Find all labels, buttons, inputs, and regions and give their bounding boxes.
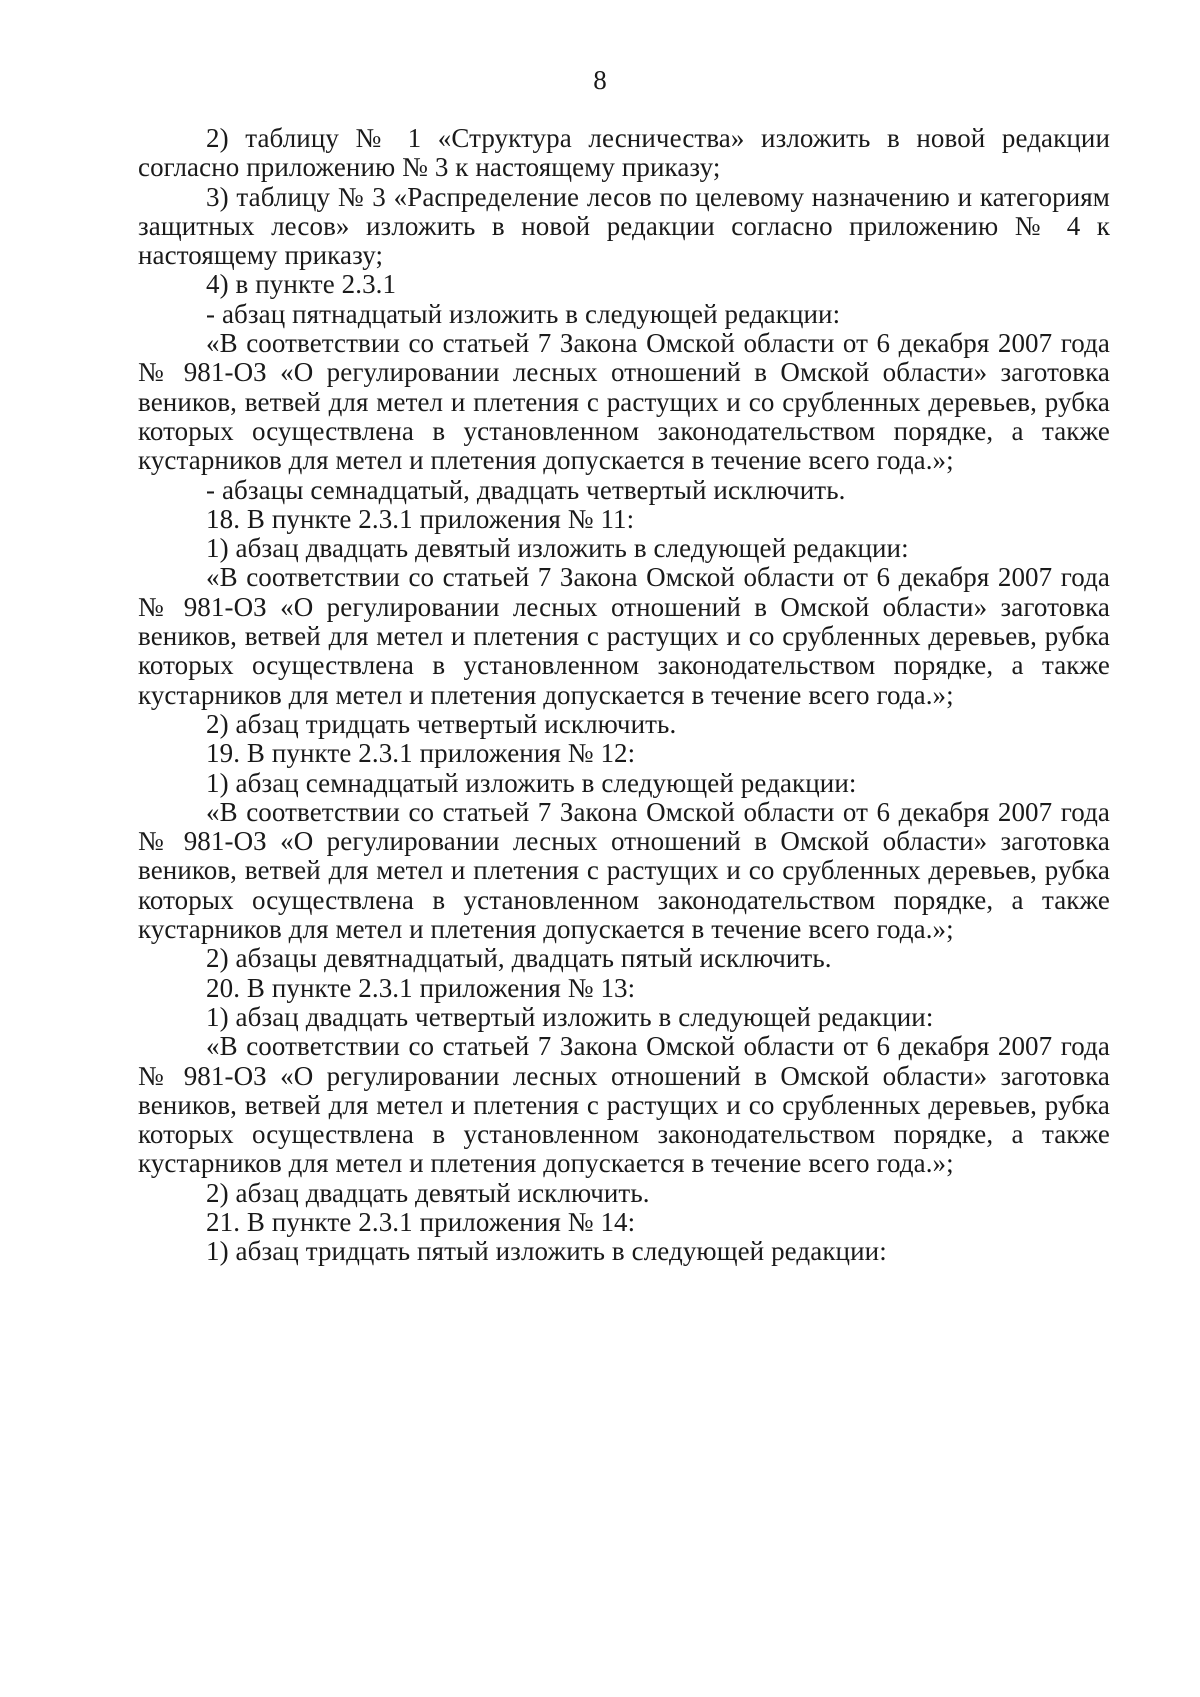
section-heading: 18. В пункте 2.3.1 приложения № 11:	[206, 503, 635, 534]
section-heading: 20. В пункте 2.3.1 приложения № 13:	[206, 972, 636, 1003]
paragraph: 4) в пункте 2.3.1	[206, 269, 397, 300]
quoted-paragraph: «В соответствии со статьей 7 Закона Омской области от 6 декабря 2007 года № 981-ОЗ «О регулировании лесных отношений в Омской области» заготовка веников, ветвей для метел и плетения с растущих и со срубленных деревьев, рубка которых осуществлена в установленном законодательством порядке, а также кустарников для метел и плетения допускается в течение всего года.»;	[138, 796, 1110, 945]
paragraph: 1) абзац двадцать девятый изложить в следующей редакции:	[206, 533, 909, 564]
paragraph: 2) абзац тридцать четвертый исключить.	[206, 708, 677, 739]
paragraph: 1) абзац двадцать четвертый изложить в следующей редакции:	[206, 1001, 934, 1032]
paragraph: - абзац пятнадцатый изложить в следующей редакции:	[206, 298, 841, 329]
quoted-paragraph: «В соответствии со статьей 7 Закона Омской области от 6 декабря 2007 года № 981-ОЗ «О регулировании лесных отношений в Омской области» заготовка веников, ветвей для метел и плетения с растущих и со срубленных деревьев, рубка которых осуществлена в установленном законодательством порядке, а также кустарников для метел и плетения допускается в течение всего года.»;	[138, 1031, 1110, 1179]
paragraph: 1) абзац тридцать пятый изложить в следующей редакции:	[206, 1236, 887, 1267]
paragraph: 2) абзац двадцать девятый исключить.	[206, 1177, 650, 1208]
paragraph: 3) таблицу № 3 «Распределение лесов по целевому назначению и категориям защитных лесов» изложить в новой редакции согласно приложению № 4 к настоящему приказу;	[138, 181, 1110, 271]
quoted-paragraph: «В соответствии со статьей 7 Закона Омской области от 6 декабря 2007 года № 981-ОЗ «О регулировании лесных отношений в Омской области» заготовка веников, ветвей для метел и плетения с растущих и со срубленных деревьев, рубка которых осуществлена в установленном законодательством порядке, а также кустарников для метел и плетения допускается в течение всего года.»;	[138, 328, 1110, 476]
document-body	[138, 124, 1110, 1267]
paragraph: - абзацы семнадцатый, двадцать четвертый исключить.	[206, 474, 846, 505]
section-heading: 19. В пункте 2.3.1 приложения № 12:	[206, 738, 636, 769]
page-number: 8	[593, 65, 607, 95]
quoted-paragraph: «В соответствии со статьей 7 Закона Омской области от 6 декабря 2007 года № 981-ОЗ «О регулировании лесных отношений в Омской области» заготовка веников, ветвей для метел и плетения с растущих и со срубленных деревьев, рубка которых осуществлена в установленном законодательством порядке, а также кустарников для метел и плетения допускается в течение всего года.»;	[138, 562, 1110, 710]
paragraph: 2) таблицу № 1 «Структура лесничества» изложить в новой редакции согласно приложению № 3 к настоящему приказу;	[138, 123, 1110, 183]
paragraph: 2) абзацы девятнадцатый, двадцать пятый исключить.	[206, 943, 832, 974]
paragraph: 1) абзац семнадцатый изложить в следующей редакции:	[206, 767, 857, 798]
section-heading: 21. В пункте 2.3.1 приложения № 14:	[206, 1206, 636, 1237]
